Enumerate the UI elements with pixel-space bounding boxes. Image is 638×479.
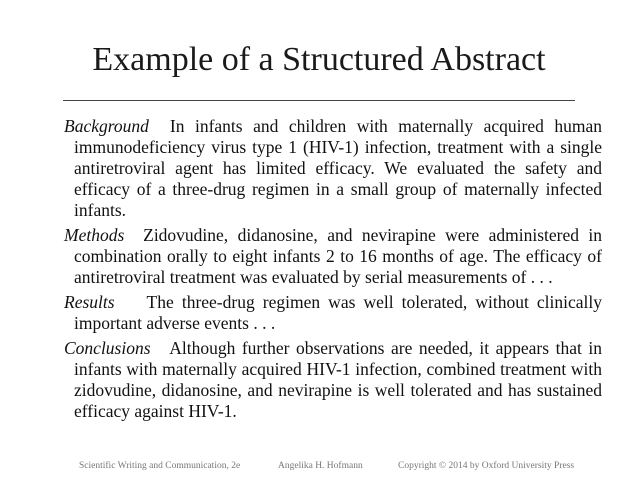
footer-author: Angelika H. Hofmann — [278, 461, 363, 471]
footer-book-title: Scientific Writing and Communication, 2e — [79, 461, 241, 471]
slide-title: Example of a Structured Abstract — [92, 41, 546, 78]
section-heading-background: Background — [64, 116, 149, 136]
section-text-background: In infants and children with maternally acquired human immunodeficiency virus type 1 (HIV-1) infection, treatment with a single antiretroviral agent has limited efficacy. We evaluated the safety and efficacy of a three-drug regimen in a small group of maternally infected infants. — [74, 116, 603, 220]
section-text-conclusions: Although further observations are needed, it appears that in infants with maternally acquired HIV-1 infection, combined treatment with zidovudine, didanosine, and nevirapine is well tolerated and has sustained efficacy against HIV-1. — [74, 338, 602, 421]
title-divider — [63, 100, 575, 101]
structured-abstract — [64, 116, 602, 426]
section-text-results: The three-drug regimen was well tolerated, without clinically important adverse events . . . — [74, 292, 602, 333]
abstract-section-background — [64, 116, 602, 221]
section-heading-conclusions: Conclusions — [64, 338, 151, 358]
footer-copyright: Copyright © 2014 by Oxford University Press — [398, 461, 575, 471]
abstract-section-conclusions — [64, 338, 602, 422]
abstract-section-results — [64, 292, 602, 334]
abstract-section-methods — [64, 225, 602, 288]
section-heading-methods: Methods — [64, 225, 125, 245]
section-text-methods: Zidovudine, didanosine, and nevirapine were administered in combination orally to eight infants 2 to 16 months of age. The efficacy of antiretroviral treatment was evaluated by serial measurements of . . . — [74, 225, 603, 287]
section-heading-results: Results — [64, 292, 115, 312]
